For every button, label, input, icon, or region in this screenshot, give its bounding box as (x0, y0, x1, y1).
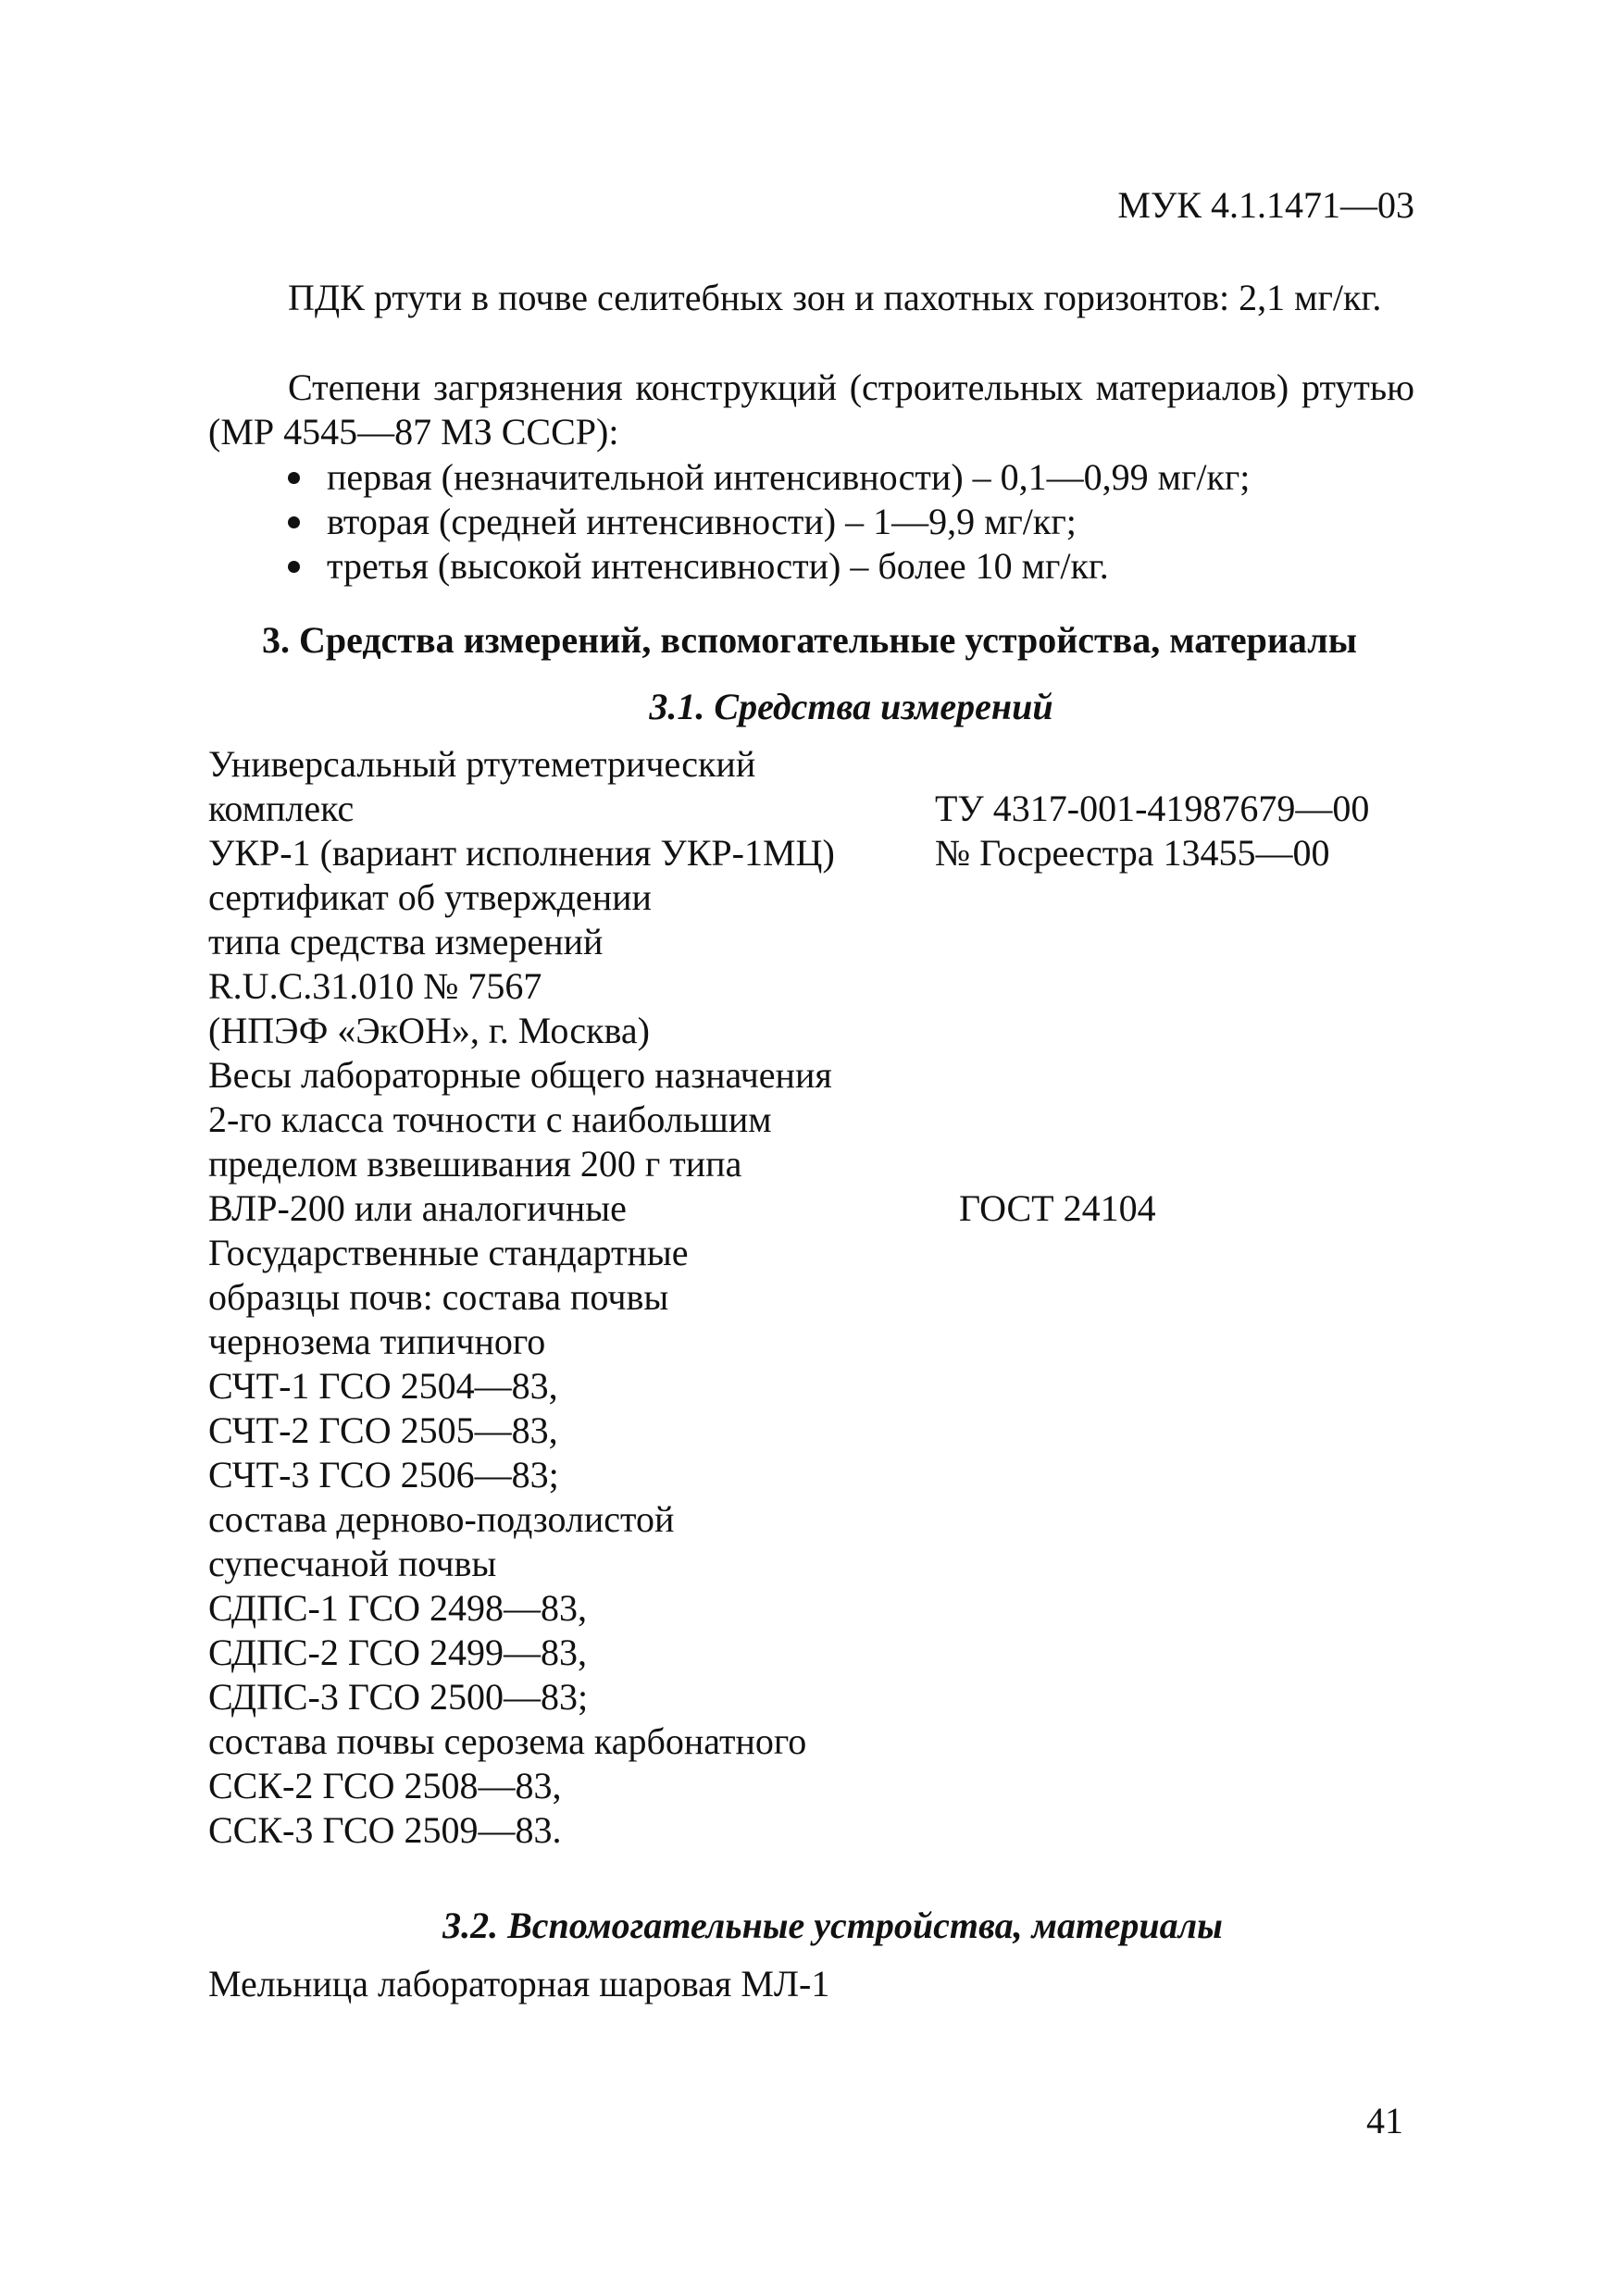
list-item: вторая (средней интенсивности) – 1—9,9 мг/кг; (285, 500, 1250, 544)
intro-paragraph-mpc-text: ПДК ртути в почве селитебных зон и пахотных горизонтов: 2,1 мг/кг. (288, 277, 1382, 318)
list-item: состава почвы серозема карбонатного (208, 1720, 807, 1762)
list-item: сертификат об утверждении (208, 876, 652, 918)
reference-tu: ТУ 4317-001-41987679—00 (935, 788, 1370, 829)
intro-paragraph-contamination-text: Степени загрязнения конструкций (строительных материалов) ртутью (МР 4545—87 МЗ СССР): (208, 366, 1414, 453)
list-item: Весы лабораторные общего назначения (208, 1054, 832, 1096)
intro-paragraph-contamination (208, 366, 1414, 454)
list-item: Универсальный ртутеметрический (208, 743, 756, 785)
instruments-list (208, 742, 835, 1853)
intro-paragraph-mpc (208, 276, 1414, 320)
contamination-degree-list (285, 455, 1250, 589)
bullet-icon (288, 516, 300, 528)
list-item: Государственные стандартные (208, 1232, 689, 1273)
list-item: ССК-2 ГСО 2508—83, (208, 1765, 562, 1806)
list-item: супесчаной почвы (208, 1543, 497, 1584)
list-item: ВЛР-200 или аналогичные (208, 1187, 627, 1229)
list-item: пределом взвешивания 200 г типа (208, 1143, 742, 1185)
list-item: R.U.C.31.010 № 7567 (208, 965, 542, 1007)
reference-state-registry: № Госреестра 13455—00 (935, 832, 1330, 874)
list-item: комплекс (208, 788, 355, 829)
section-3-2-heading: 3.2. Вспомогательные устройства, материалы (442, 1905, 1223, 1946)
reference-gost: ГОСТ 24104 (959, 1187, 1156, 1229)
list-item: СДПС-2 ГСО 2499—83, (208, 1632, 588, 1673)
list-item: 2-го класса точности с наибольшим (208, 1098, 772, 1140)
list-item: (НПЭФ «ЭкОН», г. Москва) (208, 1010, 650, 1051)
auxiliary-item: Мельница лабораторная шаровая МЛ-1 (208, 1963, 830, 2004)
list-item: третья (высокой интенсивности) – более 10 мг/кг. (285, 544, 1250, 589)
list-item: СЧТ-2 ГСО 2505—83, (208, 1409, 558, 1451)
list-item: СЧТ-1 ГСО 2504—83, (208, 1365, 558, 1407)
list-item: УКР-1 (вариант исполнения УКР-1МЦ) (208, 832, 835, 874)
bullet-icon (288, 472, 300, 484)
document-code-header: МУК 4.1.1471—03 (1117, 184, 1414, 226)
bullet-icon (288, 561, 300, 573)
list-item: образцы почв: состава почвы (208, 1276, 669, 1318)
section-3-heading: 3. Средства измерений, вспомогательные устройства, материалы (262, 619, 1357, 661)
list-item: ССК-3 ГСО 2509—83. (208, 1809, 562, 1851)
list-item: СДПС-3 ГСО 2500—83; (208, 1676, 589, 1718)
list-item: чернозема типичного (208, 1321, 546, 1362)
list-item: СЧТ-3 ГСО 2506—83; (208, 1454, 559, 1496)
list-item: первая (незначительной интенсивности) – 0,1—0,99 мг/кг; (285, 455, 1250, 500)
list-item: СДПС-1 ГСО 2498—83, (208, 1587, 588, 1629)
list-item: типа средства измерений (208, 921, 604, 962)
section-3-1-heading: 3.1. Средства измерений (649, 686, 1053, 727)
list-item: состава дерново-подзолистой (208, 1498, 675, 1540)
page-number: 41 (1366, 2100, 1403, 2141)
